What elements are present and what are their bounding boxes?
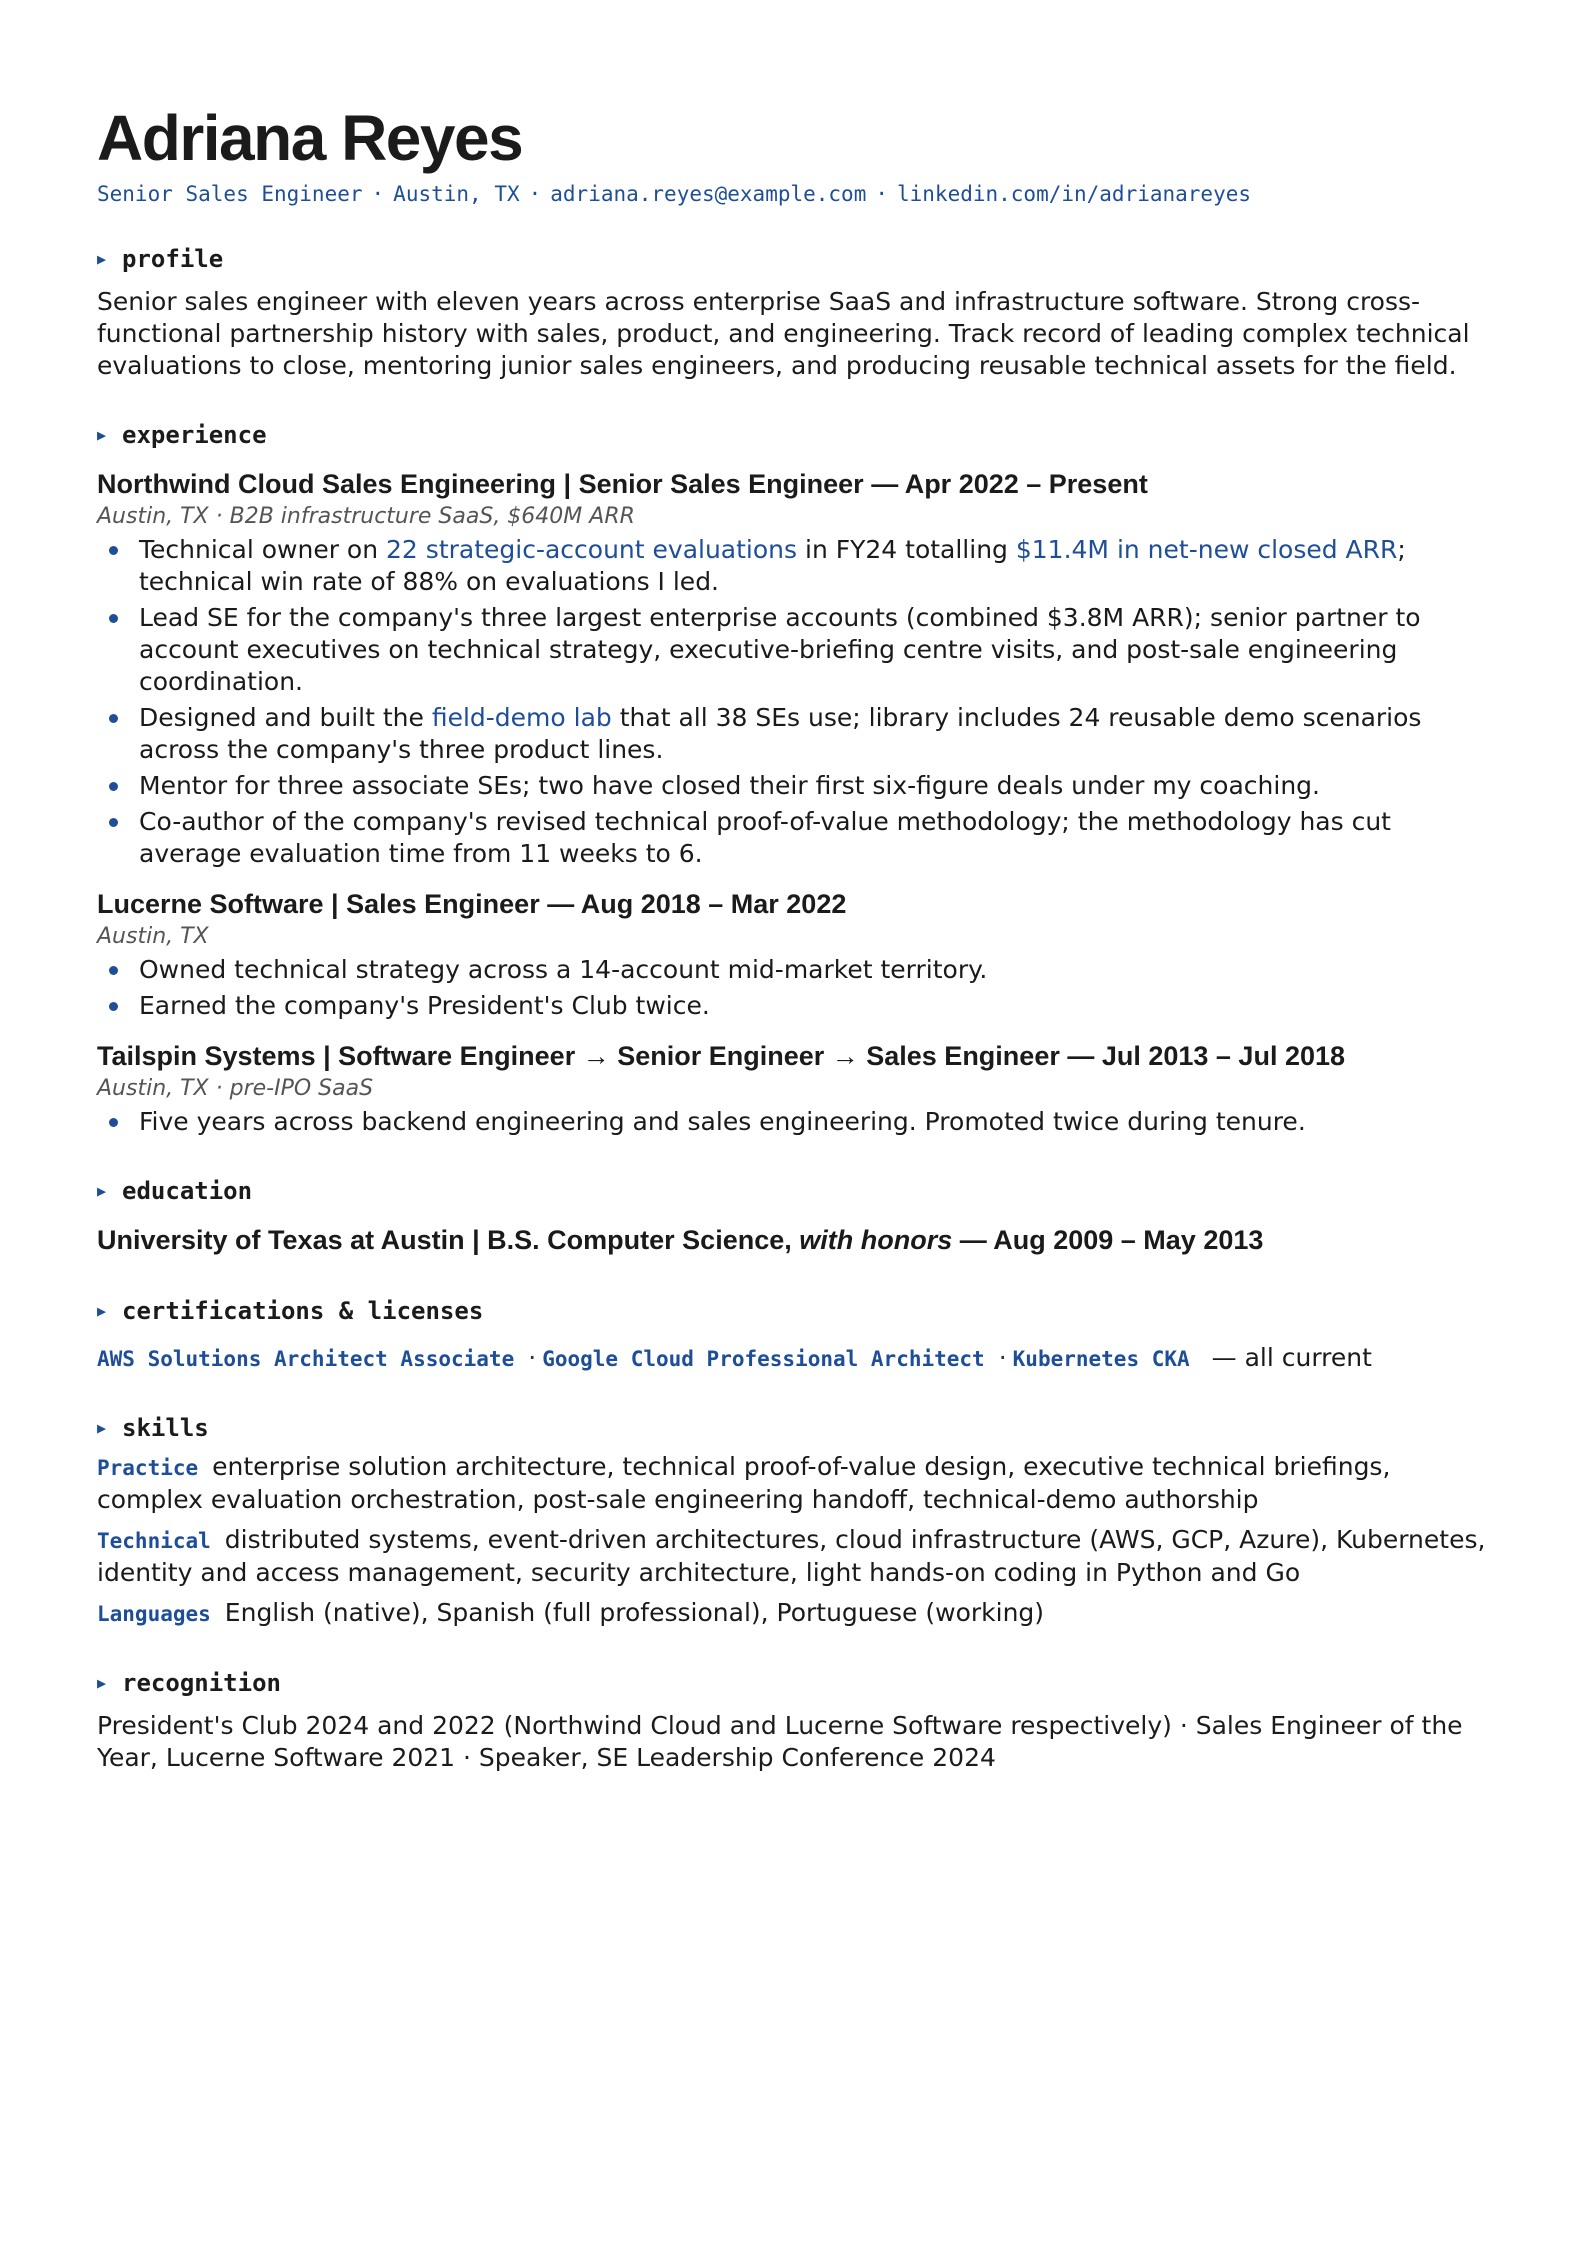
triangle-bullet-icon: ▶ — [97, 1419, 107, 1437]
bullet-item — [97, 602, 1491, 698]
bullet-item — [97, 806, 1491, 870]
certification-item: Google Cloud Professional Architect — [542, 1347, 985, 1371]
education-degree: University of Texas at Austin | B.S. Computer Science, — [97, 1225, 800, 1255]
bullet-dot-icon — [109, 714, 118, 723]
job-subtitle: Austin, TX · pre-IPO SaaS — [97, 1076, 374, 1101]
bullet-text: Five years across backend engineering and sales engineering. Promoted twice during tenure. — [139, 1107, 1306, 1136]
skill-text: enterprise solution architecture, technical proof-of-value design, executive technical briefings, complex evaluation orchestration, post-sale engineering handoff, technical-demo authorship — [97, 1452, 1391, 1514]
job-bullets — [97, 534, 1491, 870]
certification-separator: · — [528, 1343, 537, 1372]
contact-separator: · — [371, 182, 385, 206]
linkedin-link[interactable]: linkedin.com/in/adrianareyes — [897, 182, 1252, 206]
job-bullets — [97, 1106, 1491, 1138]
skill-label: Practice — [97, 1456, 199, 1480]
highlight-text: field-demo lab — [431, 703, 612, 732]
triangle-bullet-icon: ▶ — [97, 1302, 107, 1320]
certification-item: AWS Solutions Architect Associate — [97, 1347, 515, 1371]
bullet-text: Lead SE for the company's three largest enterprise accounts (combined $3.8M ARR); senior partner to account executives on technical strategy, executive-briefing centre visits, and post-sale engineering coordination. — [139, 603, 1421, 696]
job-title: Tailspin Systems | Software Engineer → Senior Engineer → Sales Engineer — Jul 2013 – Jul 2018 — [97, 1041, 1346, 1071]
email-link[interactable]: adriana.reyes@example.com — [550, 182, 867, 206]
skill-row — [97, 1597, 1491, 1630]
bullet-item — [97, 990, 1491, 1022]
recognition-section — [97, 1668, 1491, 1774]
certification-item: Kubernetes CKA — [1012, 1347, 1190, 1371]
skill-row — [97, 1451, 1491, 1516]
section-heading-label: recognition — [122, 1669, 281, 1697]
profile-section — [97, 244, 1491, 382]
job-bullets — [97, 954, 1491, 1022]
bullet-dot-icon — [109, 614, 118, 623]
bullet-text: Mentor for three associate SEs; two have closed their first six-figure deals under my coaching. — [139, 771, 1320, 800]
skill-label: Technical — [97, 1529, 211, 1553]
section-heading-label: profile — [122, 245, 224, 273]
bullet-dot-icon — [109, 782, 118, 791]
bullet-text: Earned the company's President's Club twice. — [139, 991, 710, 1020]
triangle-bullet-icon: ▶ — [97, 250, 107, 268]
contact-separator: · — [875, 182, 888, 206]
job-subtitle: Austin, TX · B2B infrastructure SaaS, $640M ARR — [97, 504, 635, 529]
job-title: Lucerne Software | Sales Engineer — Aug 2018 – Mar 2022 — [97, 889, 847, 919]
job-entry — [97, 886, 1491, 1022]
bullet-text: in FY24 totalling — [797, 535, 1016, 564]
triangle-bullet-icon: ▶ — [97, 426, 107, 444]
section-heading-label: education — [122, 1177, 253, 1205]
section-heading-label: skills — [122, 1414, 209, 1442]
bullet-text: ; technical win rate of 88% on evaluations I led. — [139, 535, 1406, 596]
section-heading-education — [97, 1176, 1491, 1206]
education-section — [97, 1176, 1491, 1258]
bullet-dot-icon — [109, 966, 118, 975]
bullet-item — [97, 770, 1491, 802]
skill-row — [97, 1524, 1491, 1589]
contact-location: Austin, TX — [393, 182, 520, 206]
bullet-item — [97, 954, 1491, 986]
job-subtitle: Austin, TX — [97, 924, 209, 949]
skill-text: distributed systems, event-driven architectures, cloud infrastructure (AWS, GCP, Azure), Kubernetes, identity and access management, security architecture, light hands-on coding in Python and Go — [97, 1525, 1486, 1587]
section-heading-label: experience — [122, 421, 267, 449]
bullet-dot-icon — [109, 546, 118, 555]
recognition-text: President's Club 2024 and 2022 (Northwind Cloud and Lucerne Software respectively) · Sales Engineer of the Year, Lucerne Software 2021 · Speaker, SE Leadership Conference 2024 — [97, 1711, 1463, 1772]
triangle-bullet-icon: ▶ — [97, 1674, 107, 1692]
highlight-text: $11.4M in net-new closed ARR — [1015, 535, 1398, 564]
education-dates: — Aug 2009 – May 2013 — [952, 1225, 1264, 1255]
section-heading-label: certifications & licenses — [122, 1297, 484, 1325]
section-heading-experience — [97, 420, 1491, 450]
education-entry — [97, 1222, 1491, 1258]
certifications-suffix: — all current — [1203, 1343, 1372, 1372]
section-heading-profile — [97, 244, 1491, 274]
contact-title: Senior Sales Engineer — [97, 182, 363, 206]
section-heading-recognition — [97, 1668, 1491, 1698]
section-heading-certifications — [97, 1296, 1491, 1326]
certification-separator: · — [998, 1343, 1007, 1372]
contact-line — [97, 182, 1491, 206]
skills-section — [97, 1413, 1491, 1630]
triangle-bullet-icon: ▶ — [97, 1182, 107, 1200]
certifications-line — [97, 1342, 1491, 1375]
certifications-section — [97, 1296, 1491, 1375]
bullet-dot-icon — [109, 1002, 118, 1011]
job-title: Northwind Cloud Sales Engineering | Senior Sales Engineer — Apr 2022 – Present — [97, 469, 1148, 499]
bullet-text: Technical owner on — [139, 535, 387, 564]
skill-text: English (native), Spanish (full professional), Portuguese (working) — [224, 1598, 1045, 1627]
bullet-text: Co-author of the company's revised technical proof-of-value methodology; the methodology has cut average evaluation time from 11 weeks to 6. — [139, 807, 1391, 868]
job-entry — [97, 466, 1491, 870]
education-honors: with honors — [799, 1225, 953, 1255]
bullet-item — [97, 534, 1491, 598]
job-entry — [97, 1038, 1491, 1138]
section-heading-skills — [97, 1413, 1491, 1443]
experience-section — [97, 420, 1491, 1138]
bullet-dot-icon — [109, 818, 118, 827]
contact-separator: · — [528, 182, 542, 206]
profile-summary: Senior sales engineer with eleven years across enterprise SaaS and infrastructure software. Strong cross-functional partnership history with sales, product, and engineering. Track record of leading complex technical evaluations to close, mentoring junior sales engineers, and producing reusable technical assets for the field. — [97, 287, 1470, 380]
bullet-text: Designed and built the — [139, 703, 432, 732]
bullet-dot-icon — [109, 1118, 118, 1127]
bullet-text: that all 38 SEs use; library includes 24 reusable demo scenarios across the company's three product lines. — [139, 703, 1422, 764]
candidate-name: Adriana Reyes — [97, 102, 523, 174]
skill-label: Languages — [97, 1602, 211, 1626]
highlight-text: 22 strategic-account evaluations — [386, 535, 798, 564]
bullet-item — [97, 1106, 1491, 1138]
bullet-text: Owned technical strategy across a 14-account mid-market territory. — [139, 955, 988, 984]
bullet-item — [97, 702, 1491, 766]
